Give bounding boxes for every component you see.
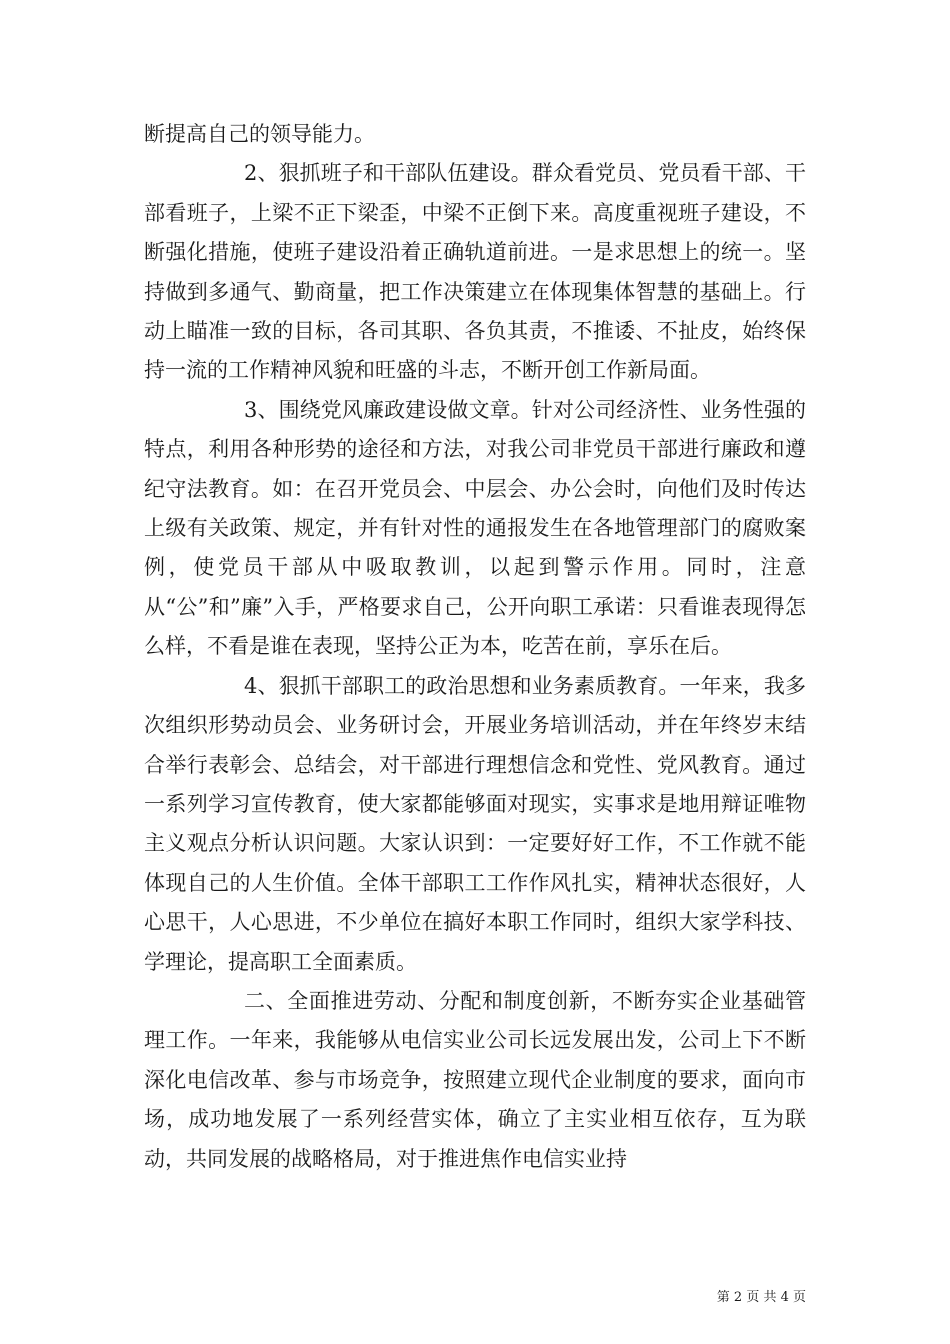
paragraph-integrity: 3、围绕党风廉政建设做文章。针对公司经济性、业务性强的特点，利用各种形势的途径和方法，对我公司非党员干部进行廉政和遵纪守法教育。如：在召开党员会、中层会、办公会时，向他们及时传达上级有关政策、规定，并有针对性的通报发生在各地管理部门的腐败案例，使党员干部从中吸取教训，以起到警示作用。同时，注意从“公”和”廉”入手，严格要求自己，公开向职工承诺：只看谁表现得怎么样，不看是谁在表现，坚持公正为本，吃苦在前，享乐在后。 [144,397,806,659]
paragraph-team-building: 2、狠抓班子和干部队伍建设。群众看党员、党员看干部、干部看班子，上梁不正下梁歪，中梁不正倒下来。高度重视班子建设，不断强化措施，使班子建设沿着正确轨道前进。一是求思想上的统一。坚持做到多通气、勤商量，把工作决策建立在体现集体智慧的基础上。行动上瞄准一致的目标，各司其职、各负其责，不推诿、不扯皮，始终保持一流的工作精神风貌和旺盛的斗志，不断开创工作新局面。 [144,161,806,383]
paragraph-continuation: 断提高自己的领导能力。 [144,122,375,146]
paragraph-reform: 二、全面推进劳动、分配和制度创新，不断夯实企业基础管理工作。一年来，我能够从电信实业公司长远发展出发，公司上下不断深化电信改革、参与市场竞争，按照建立现代企业制度的要求，面向市场，成功地发展了一系列经营实体，确立了主实业相互依存，互为联动，共同发展的战略格局，对于推进焦作电信实业持 [144,988,806,1171]
page-number: 第 2 页 共 4 页 [716,1290,806,1305]
paragraph-education: 4、狠抓干部职工的政治思想和业务素质教育。一年来，我多次组织形势动员会、业务研讨会，开展业务培训活动，并在年终岁末结合举行表彰会、总结会，对干部进行理想信念和党性、党风教育。通过一系列学习宣传教育，使大家都能够面对现实，实事求是地用辩证唯物主义观点分析认识问题。大家认识到：一定要好好工作，不工作就不能体现自己的人生价值。全体干部职工工作作风扎实，精神状态很好，人心思干，人心思进，不少单位在搞好本职工作同时，组织大家学科技、学理论，提高职工全面素质。 [144,673,806,974]
document-body [144,115,806,1179]
